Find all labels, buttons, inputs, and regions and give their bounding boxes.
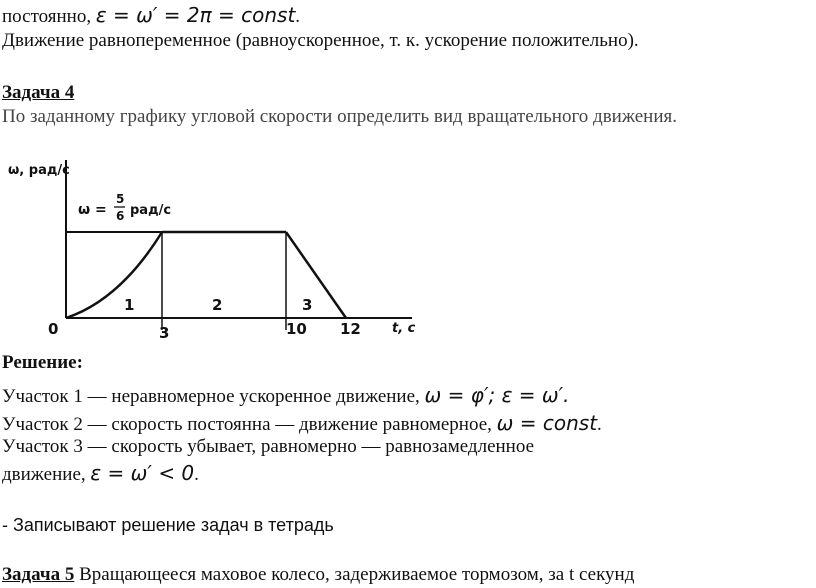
task5-line xyxy=(2,564,634,586)
note-line: - Записывают решение задач в тетрадь xyxy=(2,515,334,535)
solution-line-4-formula: ε = ω′ < 0 xyxy=(90,461,195,485)
task4-title: Задача 4 xyxy=(2,82,75,103)
intro-suffix: . xyxy=(295,6,301,27)
segment-3-line xyxy=(286,232,346,318)
intro-line xyxy=(2,4,300,28)
intro-formula: ε = ω′ = 2π = const xyxy=(95,3,296,27)
task5-text: Вращающееся маховое колесо, задерживаемое тормозом, за t секунд xyxy=(74,564,635,585)
solution-line-2 xyxy=(2,412,602,436)
solution-title: Решение: xyxy=(2,352,83,373)
motion-line: Движение равнопеременное (равноускоренное, т. к. ускорение положительно). xyxy=(2,30,639,51)
x-tick-3: 3 xyxy=(159,324,170,342)
solution-line-1 xyxy=(2,384,570,408)
x-tick-12: 12 xyxy=(340,320,361,338)
solution-line-4-text: движение, xyxy=(2,464,86,485)
solution-line-3: Участок 3 — скорость убывает, равномерно — равнозамедленное xyxy=(2,436,535,457)
omega-label-prefix: ω = xyxy=(78,202,107,218)
x-tick-10: 10 xyxy=(286,320,307,338)
solution-line-4-suffix: . xyxy=(194,464,199,485)
solution-line-2-formula: ω = const xyxy=(496,411,598,435)
task5-title: Задача 5 xyxy=(2,564,75,585)
angular-velocity-graph xyxy=(0,150,430,350)
x-axis-label: t, c xyxy=(392,321,416,336)
solution-line-2-text: Участок 2 — скорость постоянна — движение равномерное, xyxy=(2,414,492,435)
solution-line-2-suffix: . xyxy=(597,414,602,435)
task4-text: По заданному графику угловой скорости определить вид вращательного движения. xyxy=(2,106,677,127)
y-axis-label: ω, рад/с xyxy=(8,163,70,178)
omega-frac-den: 6 xyxy=(116,209,125,223)
segment-label-2: 2 xyxy=(212,296,223,314)
solution-line-1-formula: ω = φ′; ε = ω′. xyxy=(424,383,570,407)
intro-prefix: постоянно, xyxy=(2,6,92,27)
solution-line-1-text: Участок 1 — неравномерное ускоренное движение, xyxy=(2,386,420,407)
omega-unit: рад/с xyxy=(130,203,172,218)
origin-label: 0 xyxy=(48,320,59,338)
solution-line-4 xyxy=(2,462,199,486)
segment-1-curve xyxy=(66,232,162,318)
segment-label-3: 3 xyxy=(302,296,313,314)
omega-frac-num: 5 xyxy=(116,192,125,206)
segment-label-1: 1 xyxy=(124,296,135,314)
